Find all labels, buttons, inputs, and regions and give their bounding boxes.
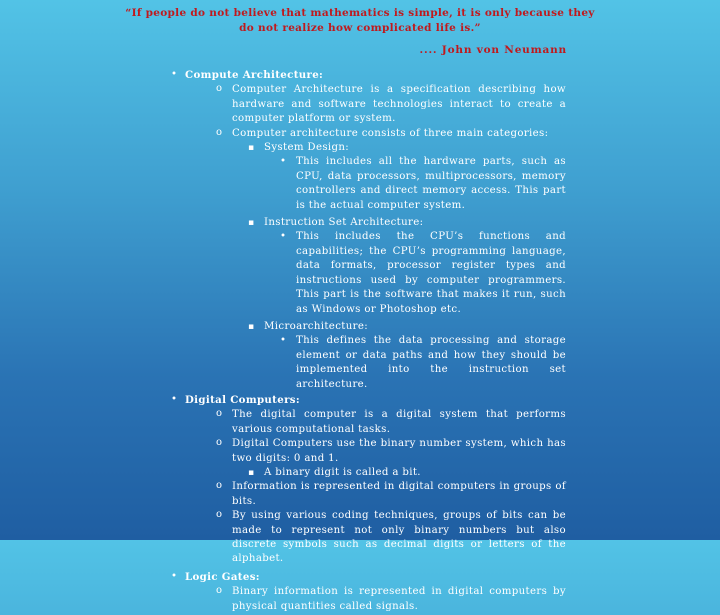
category-detail: • This defines the data processing and storage element or data paths and how they should be implemented into the instruction set architecture. xyxy=(185,334,566,392)
slide-content xyxy=(170,68,566,615)
category-name: System Design: xyxy=(264,142,350,154)
list-item: o Information is represented in digital computers in groups of bits. xyxy=(185,480,566,509)
category-name: Instruction Set Architecture: xyxy=(264,217,424,229)
list-item: o The digital computer is a digital system that performs various computational tasks. xyxy=(185,408,566,437)
list-item xyxy=(185,127,566,392)
category-instruction-set-architecture xyxy=(185,216,566,317)
section-digital-computers xyxy=(170,393,566,567)
section-title: Digital Computers: xyxy=(185,393,300,406)
quote-author: .... John von Neumann xyxy=(419,44,567,56)
section-title: Logic Gates: xyxy=(185,570,260,583)
category-name: Microarchitecture: xyxy=(264,320,368,332)
category-detail: • This includes the CPU’s functions and capabilities; the CPU’s programming language, data formats, processor register types and instructions used by computer programmers. This part is the software that makes it run, such as Windows or Photoshop etc. xyxy=(185,230,566,316)
category-microarchitecture xyxy=(185,320,566,392)
list-item-text: Digital Computers use the binary number system, which has two digits: 0 and 1. xyxy=(232,438,566,464)
section-title: Compute Architecture: xyxy=(185,69,324,81)
list-item: o Binary information is represented in digital computers by physical quantities called signals. xyxy=(185,585,566,614)
list-item: o By using various coding techniques, groups of bits can be made to represent not only binary numbers but also discrete symbols such as decimal digits or letters of the alphabet. xyxy=(185,509,566,567)
category-detail: • This includes all the hardware parts, such as CPU, data processors, multiprocessors, memory controllers and direct memory access. This part is the actual computer system. xyxy=(185,155,566,213)
section-compute-architecture xyxy=(170,68,566,392)
list-item xyxy=(185,437,566,480)
list-item: o Computer Architecture is a specification describing how hardware and software technologies interact to create a computer platform or system. xyxy=(185,83,566,126)
sub-item: ▪ A binary digit is called a bit. xyxy=(185,466,566,480)
section-logic-gates xyxy=(170,570,566,614)
list-item-text: Computer architecture consists of three main categories: xyxy=(232,127,549,139)
quote-text: “If people do not believe that mathematics is simple, it is only because they do not realize how complicated life is.” xyxy=(125,7,595,34)
category-system-design xyxy=(185,141,566,213)
